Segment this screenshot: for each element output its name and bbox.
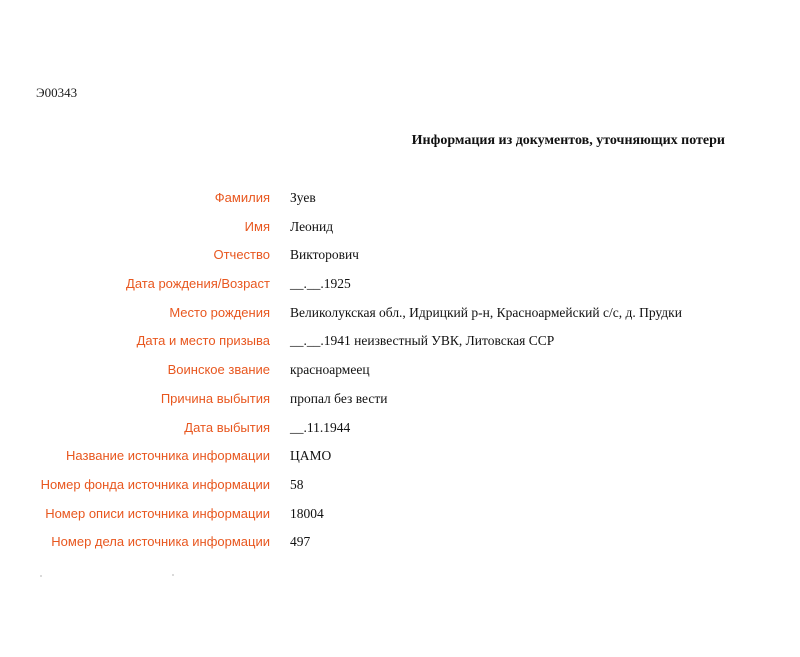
field-value: Леонид [290,218,334,234]
field-label: Место рождения [169,304,270,320]
field-row-conscription [0,332,800,361]
field-value: 18004 [290,505,324,521]
field-label: Воинское звание [167,362,270,378]
field-row-loss-date [0,419,800,448]
field-row-file-number [0,533,800,562]
field-value: ЦАМО [290,448,332,464]
field-value: 58 [290,476,304,492]
field-row-first-name [0,218,800,247]
field-value: Зуев [290,190,316,205]
field-label: Название источника информации [66,448,270,464]
field-value: красноармеец [290,362,370,378]
field-value: пропал без вести [290,390,388,406]
document-title: Информация из документов, уточняющих потери [411,133,725,148]
document-id: Э00343 [36,85,78,100]
field-row-loss-reason [0,390,800,419]
field-label: Номер фонда источника информации [40,476,270,492]
scan-speck [172,574,174,576]
field-row-fund-number [0,476,800,505]
field-label: Номер описи источника информации [45,505,270,521]
fields-list [0,189,800,562]
scan-speck [40,575,42,577]
field-label: Отчество [213,247,270,263]
field-label: Дата рождения/Возраст [126,276,270,292]
field-value: __.11.1944 [290,419,351,435]
field-label: Номер дела источника информации [51,534,270,550]
field-value: __.__.1941 неизвестный УВК, Литовская ССР [290,333,555,349]
field-row-birth-date [0,275,800,304]
field-row-source-name [0,447,800,476]
field-value: __.__.1925 [290,276,351,292]
field-row-patronymic [0,246,800,275]
field-label: Фамилия [214,190,270,205]
field-row-inventory-number [0,505,800,534]
field-label: Дата и место призыва [136,333,270,349]
field-label: Имя [244,218,270,234]
field-label: Причина выбытия [160,390,270,406]
field-value: 497 [290,534,311,550]
field-value: Великолукская обл., Идрицкий р-н, Красноармейский с/с, д. Прудки [290,304,682,320]
field-value: Викторович [290,247,359,263]
field-row-surname [0,189,800,218]
field-label: Дата выбытия [184,419,270,435]
field-row-rank [0,361,800,390]
field-row-birth-place [0,304,800,333]
